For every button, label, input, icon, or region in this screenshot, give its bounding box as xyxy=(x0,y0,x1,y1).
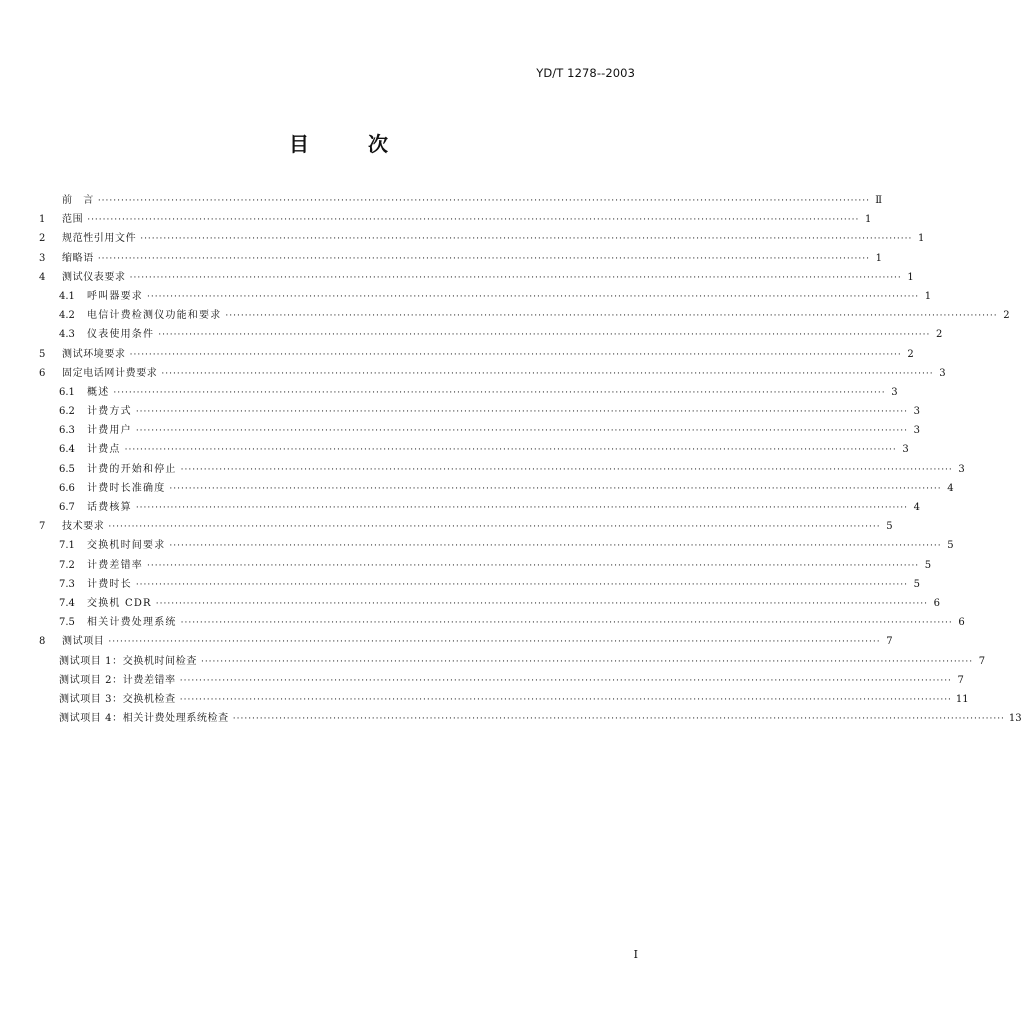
toc-entry-number: 6.1 xyxy=(59,386,75,398)
document-code: YD/T 1278--2003 xyxy=(536,66,635,80)
toc-entry-page: 1 xyxy=(907,271,914,283)
toc-entry-page: 2 xyxy=(936,329,943,341)
toc-entry-page: 3 xyxy=(958,463,965,475)
toc-entry[interactable] xyxy=(39,191,882,210)
toc-entry-label: 概述 xyxy=(87,386,110,398)
toc-entry-number: 4.3 xyxy=(59,329,75,341)
toc-title-char-2: 次 xyxy=(368,132,388,156)
toc-dot-leader: ········································································································································································································ xyxy=(232,714,1005,725)
toc-entry-label: 计费时长 xyxy=(87,578,132,590)
toc-entry-page: 1 xyxy=(875,252,882,264)
toc-dot-leader: ········································································································································································································ xyxy=(147,560,920,571)
toc-entry-label: 话费核算 xyxy=(87,502,132,513)
toc-dot-leader: ········································································································································································································ xyxy=(179,675,952,686)
toc-entry-label: 测试项目 2：计费差错率 xyxy=(59,674,176,686)
toc-entry-page: Ⅱ xyxy=(875,195,882,206)
toc-dot-leader: ········································································································································································································ xyxy=(169,541,942,552)
toc-entry-label: 相关计费处理系统 xyxy=(87,617,177,629)
toc-entry[interactable] xyxy=(39,479,954,498)
toc-entry-label: 技术要求 xyxy=(62,521,105,533)
toc-entry-label: 测试环境要求 xyxy=(62,348,126,360)
toc-dot-leader: ········································································································································································································ xyxy=(97,253,870,264)
toc-entry-page: 4 xyxy=(913,502,920,513)
toc-entry-number: 7.2 xyxy=(59,559,75,571)
toc-entry[interactable] xyxy=(39,613,965,632)
toc-dot-leader: ········································································································································································································ xyxy=(180,618,953,629)
toc-entry[interactable] xyxy=(39,709,1022,728)
toc-entry-page: 5 xyxy=(947,540,954,552)
toc-dot-leader: ········································································································································································································ xyxy=(135,426,908,437)
toc-entry-page: 3 xyxy=(913,425,920,437)
toc-dot-leader: ········································································································································································································ xyxy=(129,272,902,283)
toc-entry-page: 2 xyxy=(907,348,914,360)
toc-entry-label: 计费时长准确度 xyxy=(87,482,166,494)
toc-entry[interactable] xyxy=(39,383,898,402)
toc-entry-page: 11 xyxy=(955,693,969,705)
toc-entry-label: 交换机时间要求 xyxy=(87,540,166,552)
toc-entry-page: 4 xyxy=(947,482,954,494)
toc-entry-number: 5 xyxy=(39,348,46,360)
toc-entry-number: 7.5 xyxy=(59,617,75,629)
toc-entry-page: 3 xyxy=(902,444,909,456)
toc-entry-page: 1 xyxy=(918,233,925,245)
toc-entry-page: 7 xyxy=(886,636,893,648)
toc-entry-page: 6 xyxy=(933,597,940,609)
toc-dot-leader: ········································································································································································································ xyxy=(180,464,953,475)
toc-dot-leader: ········································································································································································································ xyxy=(135,579,908,590)
toc-entry[interactable] xyxy=(39,460,965,479)
toc-entry[interactable] xyxy=(39,210,872,229)
toc-entry-label: 呼叫器要求 xyxy=(87,290,143,302)
toc-entry-page: 1 xyxy=(924,290,932,302)
toc-entry-label: 交换机 CDR xyxy=(87,597,152,609)
toc-entry[interactable] xyxy=(39,652,986,671)
toc-entry-label: 计费用户 xyxy=(87,425,132,437)
toc-entry-label: 前 言 xyxy=(62,195,94,206)
toc-entry-number: 6.3 xyxy=(59,425,75,437)
toc-dot-leader: ········································································································································································································ xyxy=(158,330,931,341)
toc-entry[interactable] xyxy=(39,402,920,421)
toc-entry[interactable] xyxy=(39,690,969,709)
toc-entry-number: 7 xyxy=(39,521,46,533)
toc-entry-page: 13 xyxy=(1008,713,1022,725)
toc-dot-leader: ········································································································································································································ xyxy=(129,349,902,360)
toc-dot-leader: ········································································································································································································ xyxy=(97,196,870,206)
toc-entry-number: 7.1 xyxy=(59,540,75,552)
toc-dot-leader: ········································································································································································································ xyxy=(155,598,928,609)
toc-entry-page: 1 xyxy=(865,214,872,226)
toc-entry-label: 测试项目 4：相关计费处理系统检查 xyxy=(59,713,229,725)
toc-entry[interactable] xyxy=(39,440,909,459)
toc-entry-page: 5 xyxy=(924,559,932,571)
toc-entry-label: 仪表使用条件 xyxy=(87,329,155,341)
toc-dot-leader: ········································································································································································································ xyxy=(200,656,974,667)
toc-dot-leader: ········································································································································································································ xyxy=(225,311,998,322)
toc-entry-label: 电信计费检测仪功能和要求 xyxy=(87,310,222,322)
toc-entry-label: 范围 xyxy=(62,214,84,226)
toc-entry-number: 7.3 xyxy=(59,578,75,590)
toc-entry-page: 3 xyxy=(913,406,920,418)
toc-dot-leader: ········································································································································································································ xyxy=(135,503,908,513)
toc-entry-label: 固定电话网计费要求 xyxy=(62,367,158,379)
toc-entry[interactable] xyxy=(39,345,914,364)
toc-entry-page: 7 xyxy=(957,674,964,686)
toc-dot-leader: ········································································································································································································ xyxy=(161,368,934,379)
toc-entry[interactable] xyxy=(39,306,1010,325)
toc-dot-leader: ········································································································································································································ xyxy=(179,694,952,705)
toc-entry-number: 6.6 xyxy=(59,482,75,494)
toc-entry-number: 6.7 xyxy=(59,502,75,513)
toc-entry[interactable] xyxy=(39,594,940,613)
toc-entry-label: 测试仪表要求 xyxy=(62,271,126,283)
toc-entry-number: 6.5 xyxy=(59,463,75,475)
toc-entry[interactable] xyxy=(39,517,893,536)
toc-entry-number: 3 xyxy=(39,252,46,264)
toc-entry[interactable] xyxy=(39,364,946,383)
toc-entry-number: 7.4 xyxy=(59,597,75,609)
toc-entry-number: 6 xyxy=(39,367,46,379)
toc-entry-page: 6 xyxy=(958,617,965,629)
toc-entry-label: 测试项目 3：交换机检查 xyxy=(59,693,176,705)
toc-entry[interactable] xyxy=(39,287,932,306)
toc-entry[interactable] xyxy=(39,575,920,594)
toc-entry[interactable] xyxy=(39,325,943,344)
toc-entry-label: 测试项目 xyxy=(62,636,105,648)
toc-entry-number: 6.2 xyxy=(59,406,75,418)
toc-entry[interactable] xyxy=(39,536,954,555)
toc-entry-page: 7 xyxy=(978,655,986,667)
toc-entry-number: 6.4 xyxy=(59,444,75,456)
toc-entry-page: 3 xyxy=(939,367,946,379)
toc-entry[interactable] xyxy=(39,268,914,287)
toc-entry-label: 缩略语 xyxy=(62,252,94,264)
toc-entry[interactable] xyxy=(39,249,882,268)
toc-entry-label: 计费差错率 xyxy=(87,559,143,571)
toc-dot-leader: ········································································································································································································ xyxy=(108,522,881,533)
toc-dot-leader: ········································································································································································································ xyxy=(147,291,920,302)
toc-dot-leader: ········································································································································································································ xyxy=(140,234,913,245)
toc-title-char-1: 目 xyxy=(289,132,309,156)
toc-entry-label: 计费点 xyxy=(87,444,121,456)
toc-entry[interactable] xyxy=(39,421,920,440)
toc-entry-label: 计费方式 xyxy=(87,406,132,418)
toc-entry-number: 1 xyxy=(39,214,46,226)
toc-dot-leader: ········································································································································································································ xyxy=(87,215,860,226)
toc-entry-label: 计费的开始和停止 xyxy=(87,463,177,475)
toc-entry-number: 2 xyxy=(39,233,46,245)
toc-entry-page: 3 xyxy=(891,386,898,398)
toc-entry-number: 4.1 xyxy=(59,290,75,302)
toc-entry-page: 5 xyxy=(913,578,920,590)
toc-dot-leader: ········································································································································································································ xyxy=(135,407,908,418)
toc-entry-label: 测试项目 1：交换机时间检查 xyxy=(59,655,197,667)
toc-title xyxy=(0,128,682,158)
toc-entry-number: 4.2 xyxy=(59,310,75,322)
toc-dot-leader: ········································································································································································································ xyxy=(113,387,886,398)
toc-list xyxy=(39,191,1022,728)
toc-entry[interactable] xyxy=(39,229,925,248)
toc-entry-page: 2 xyxy=(1003,310,1010,322)
toc-entry[interactable] xyxy=(39,671,964,690)
toc-dot-leader: ········································································································································································································ xyxy=(108,637,881,648)
toc-dot-leader: ········································································································································································································ xyxy=(169,483,942,494)
toc-dot-leader: ········································································································································································································ xyxy=(124,445,897,456)
toc-entry-page: 5 xyxy=(886,521,893,533)
page-number: I xyxy=(633,948,638,961)
toc-entry-number: 4 xyxy=(39,271,46,283)
toc-entry[interactable] xyxy=(39,632,893,651)
toc-entry[interactable] xyxy=(39,556,932,575)
toc-entry-number: 8 xyxy=(39,636,46,648)
toc-entry-label: 规范性引用文件 xyxy=(62,233,137,245)
toc-entry[interactable] xyxy=(39,498,920,517)
